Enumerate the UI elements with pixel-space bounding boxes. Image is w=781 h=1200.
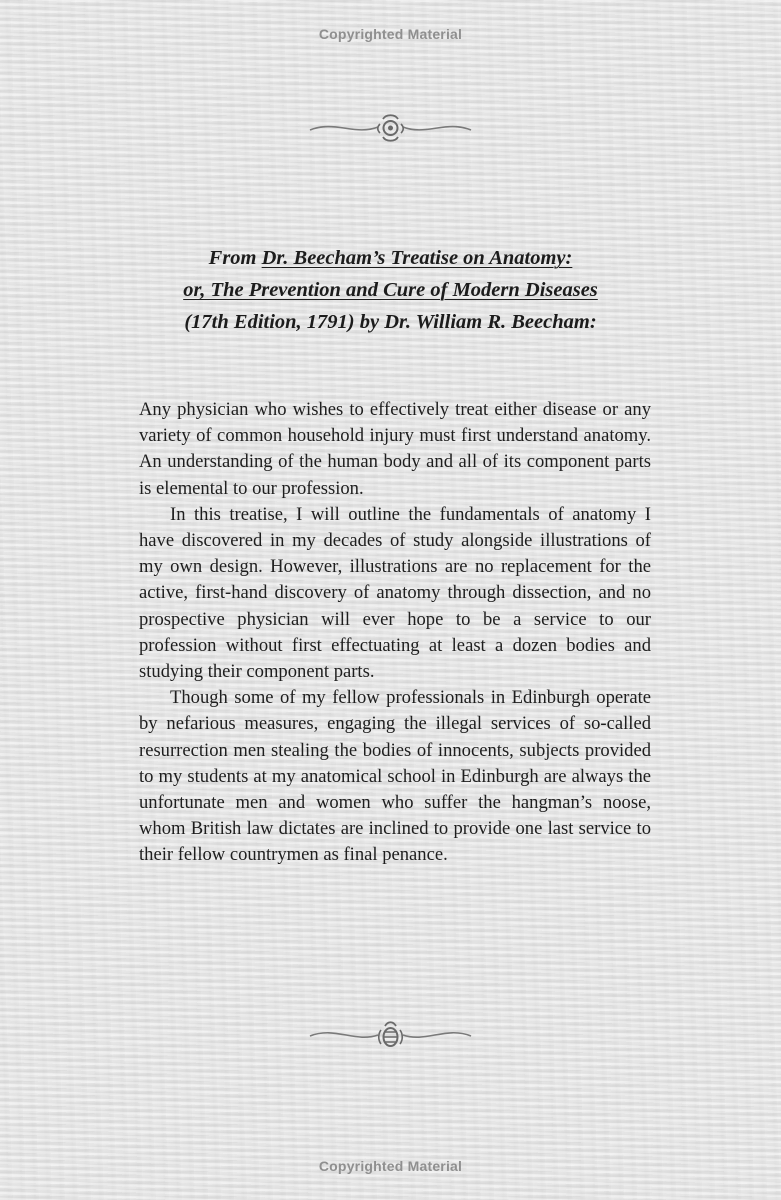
treatise-heading <box>100 242 681 338</box>
floral-flourish-icon <box>300 1016 481 1056</box>
copyright-watermark-bottom: Copyrighted Material <box>318 1158 463 1174</box>
paragraph-2: In this treatise, I will outline the fundamentals of anatomy I have discovered in my decades of study alongside illustrations of my own design. However, illustrations are no replacement for the active, first-hand discovery of anatomy through dissection, and no prospective physician will ever hope to be a service to our profession without first effectuating at least a dozen bodies and studying their component parts. <box>139 503 651 683</box>
book-title-part-2: or, The Prevention and Cure of Modern Diseases <box>183 279 598 301</box>
copyright-watermark-top: Copyrighted Material <box>318 26 463 42</box>
heading-prefix: From <box>208 247 262 269</box>
heading-line-3: (17th Edition, 1791) by Dr. William R. Beecham: <box>184 311 597 333</box>
floral-flourish-icon <box>300 108 481 148</box>
book-title-part-1: Dr. Beecham’s Treatise on Anatomy: <box>261 247 573 269</box>
paragraph-1: Any physician who wishes to effectively treat either disease or any variety of common household injury must first understand anatomy. An understanding of the human body and all of its component parts is elemental to our profession. <box>139 399 651 499</box>
heading-line-1 <box>100 242 681 274</box>
heading-line-2 <box>100 274 681 306</box>
treatise-excerpt <box>139 397 651 869</box>
paragraph-3: Though some of my fellow professionals in Edinburgh operate by nefarious measures, engaging the illegal services of so-called resurrection men stealing the bodies of innocents, subjects provided to my students at my anatomical school in Edinburgh are always the unfortunate men and women who suffer the hangman’s noose, whom British law dictates are inclined to provide one last service to their fellow countrymen as final penance. <box>139 687 651 866</box>
